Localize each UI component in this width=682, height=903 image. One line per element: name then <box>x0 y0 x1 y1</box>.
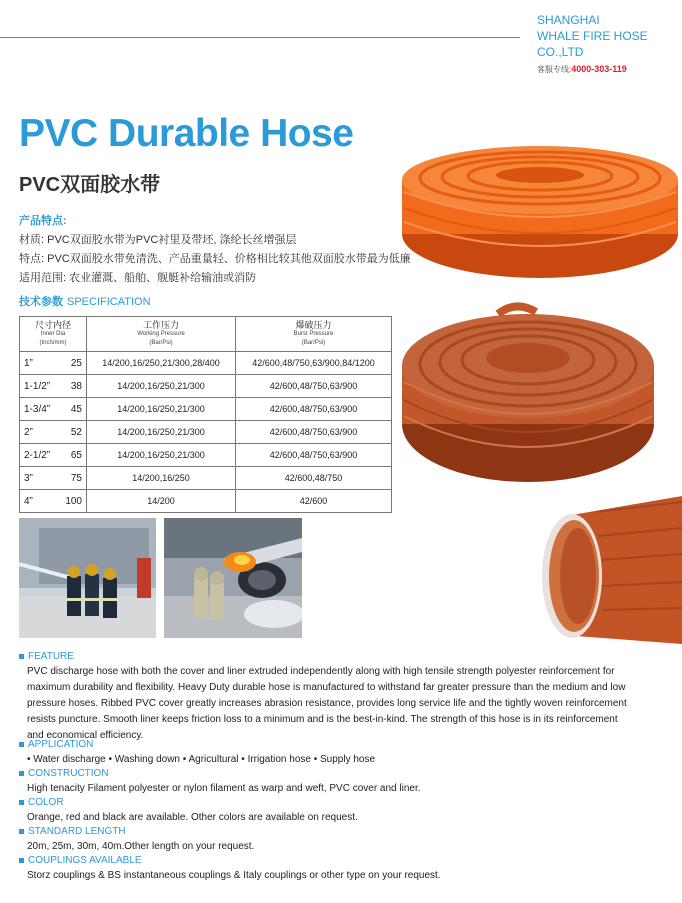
feature-text: PVC discharge hose with both the cover and liner extruded independently along with high tensile strength polyester reinforcement for maximum durability and flexibility. Heavy Duty durable hose is manufactured to withstand far greater pressure than the medium and low pressure hoses. Ribbed PVC cover greatly increases abrasion resistance, provides long service life and the tightly woven reinforcement resists puncture. Smooth liner keeps friction loss to a minimum and is the best-in-kind. The strength of this hose is in its reinforcement and economical efficiency. <box>27 666 627 741</box>
col-header-unit: (Bar/Psi) <box>149 339 173 346</box>
cell-inch: 1-3/4” <box>24 403 51 415</box>
table-row <box>20 398 392 421</box>
cell-burst: 42/600,48/750,63/900 <box>236 421 392 444</box>
color-text: Orange, red and black are available. Other colors are available on request. <box>27 812 358 823</box>
red-hose-coil-image <box>398 296 658 486</box>
spec-heading-en: SPECIFICATION <box>67 296 151 308</box>
cell-dia <box>20 421 87 444</box>
hotline <box>537 64 627 75</box>
table-header-row <box>20 317 392 352</box>
cell-inch: 1-1/2” <box>24 380 51 392</box>
col-header-en: Working Pressure <box>137 330 185 337</box>
spec-table <box>19 316 392 513</box>
bullet-square-icon <box>19 858 24 863</box>
col-header-unit: (Inch/mm) <box>39 339 67 346</box>
cell-working: 14/200,16/250 <box>87 467 236 490</box>
application-heading-text: APPLICATION <box>28 739 94 750</box>
color-heading-text: COLOR <box>28 797 64 808</box>
bullet-square-icon <box>19 800 24 805</box>
features-cn-line: 材质: PVC双面胶水带为PVC衬里及带坯, 涤纶长丝增强层 <box>19 234 297 246</box>
cell-burst: 42/600,48/750,63/900 <box>236 375 392 398</box>
company-name <box>537 12 648 60</box>
cell-dia <box>20 398 87 421</box>
cell-working: 14/200,16/250,21/300 <box>87 421 236 444</box>
construction-heading-text: CONSTRUCTION <box>28 768 109 779</box>
cell-dia <box>20 467 87 490</box>
cell-working: 14/200,16/250,21/300,28/400 <box>87 352 236 375</box>
orange-hose-coil-image <box>398 142 682 280</box>
application-text: • Water discharge • Washing down • Agricultural • Irrigation hose • Supply hose <box>27 754 376 765</box>
spec-heading-cn: 技术参数 <box>19 296 63 308</box>
cell-working: 14/200 <box>87 490 236 513</box>
cell-mm: 65 <box>70 449 82 461</box>
cell-inch: 2-1/2” <box>24 449 51 461</box>
table-row <box>20 444 392 467</box>
company-line: WHALE FIRE HOSE <box>537 29 648 43</box>
table-row <box>20 375 392 398</box>
features-cn-heading: 产品特点: <box>19 215 67 227</box>
col-header-dia <box>20 317 87 352</box>
length-text: 20m, 25m, 30m, 40m.Other length on your request. <box>27 841 255 852</box>
bullet-square-icon <box>19 771 24 776</box>
cell-mm: 38 <box>70 380 82 392</box>
couplings-heading <box>19 855 142 866</box>
page-title: PVC Durable Hose <box>19 112 354 155</box>
col-header-burst <box>236 317 392 352</box>
bullet-square-icon <box>19 654 24 659</box>
feature-heading <box>19 651 74 662</box>
col-header-cn: 工作压力 <box>142 319 179 330</box>
col-header-cn: 尺寸内径 <box>34 319 71 330</box>
cell-burst: 42/600,48/750,63/900 <box>236 444 392 467</box>
cell-inch: 3” <box>24 472 33 484</box>
cell-inch: 4” <box>24 495 33 507</box>
firefighters-aircraft-photo <box>164 518 302 638</box>
cell-inch: 1” <box>24 357 33 369</box>
col-header-unit: (Bar/Psi) <box>301 339 326 346</box>
hotline-label: 客服专线: <box>537 65 572 74</box>
cell-dia <box>20 375 87 398</box>
table-row <box>20 352 392 375</box>
company-line: CO.,LTD <box>537 45 584 59</box>
cell-working: 14/200,16/250,21/300 <box>87 444 236 467</box>
couplings-heading-text: COUPLINGS AVAILABLE <box>28 855 142 866</box>
cell-inch: 2” <box>24 426 33 438</box>
color-heading <box>19 797 64 808</box>
spec-heading <box>19 293 151 309</box>
cell-mm: 25 <box>70 357 82 369</box>
application-heading <box>19 739 93 750</box>
couplings-text: Storz couplings & BS instantaneous couplings & Italy couplings or other type on your request. <box>27 870 441 881</box>
cell-mm: 100 <box>65 495 82 507</box>
bullet-square-icon <box>19 829 24 834</box>
table-row <box>20 467 392 490</box>
cell-burst: 42/600 <box>236 490 392 513</box>
hose-end-image <box>536 496 682 644</box>
cell-working: 14/200,16/250,21/300 <box>87 398 236 421</box>
company-line: SHANGHAI <box>537 13 600 27</box>
length-heading-text: STANDARD LENGTH <box>28 826 126 837</box>
cell-dia <box>20 490 87 513</box>
firefighters-spraying-photo <box>19 518 156 638</box>
features-cn-line: 适用范围: 农业灌溉、船舶、舰艇补给输油或消防 <box>19 272 257 284</box>
cell-working: 14/200,16/250,21/300 <box>87 375 236 398</box>
cell-burst: 42/600,48/750,63/900,84/1200 <box>236 352 392 375</box>
cell-mm: 52 <box>70 426 82 438</box>
length-heading <box>19 826 126 837</box>
bullet-square-icon <box>19 742 24 747</box>
header-rule <box>0 37 520 38</box>
col-header-en: Inner Dia <box>40 330 66 337</box>
features-cn-line: 特点: PVC双面胶水带免清洗、产品重量轻、价格相比较其他双面胶水带最为低廉 <box>19 253 411 265</box>
hotline-number: 4000-303-119 <box>571 64 627 74</box>
col-header-cn: 爆破压力 <box>295 319 332 330</box>
col-header-en: Burst Pressure <box>293 330 334 337</box>
table-row <box>20 490 392 513</box>
page-subtitle: PVC双面胶水带 <box>19 174 161 196</box>
construction-heading <box>19 768 109 779</box>
construction-text: High tenacity Filament polyester or nylon filament as warp and weft, PVC cover and liner. <box>27 783 421 794</box>
cell-burst: 42/600,48/750 <box>236 467 392 490</box>
cell-dia <box>20 444 87 467</box>
cell-dia <box>20 352 87 375</box>
cell-mm: 45 <box>70 403 82 415</box>
cell-burst: 42/600,48/750,63/900 <box>236 398 392 421</box>
cell-mm: 75 <box>70 472 82 484</box>
table-row <box>20 421 392 444</box>
feature-heading-text: FEATURE <box>28 651 74 662</box>
col-header-working <box>87 317 236 352</box>
